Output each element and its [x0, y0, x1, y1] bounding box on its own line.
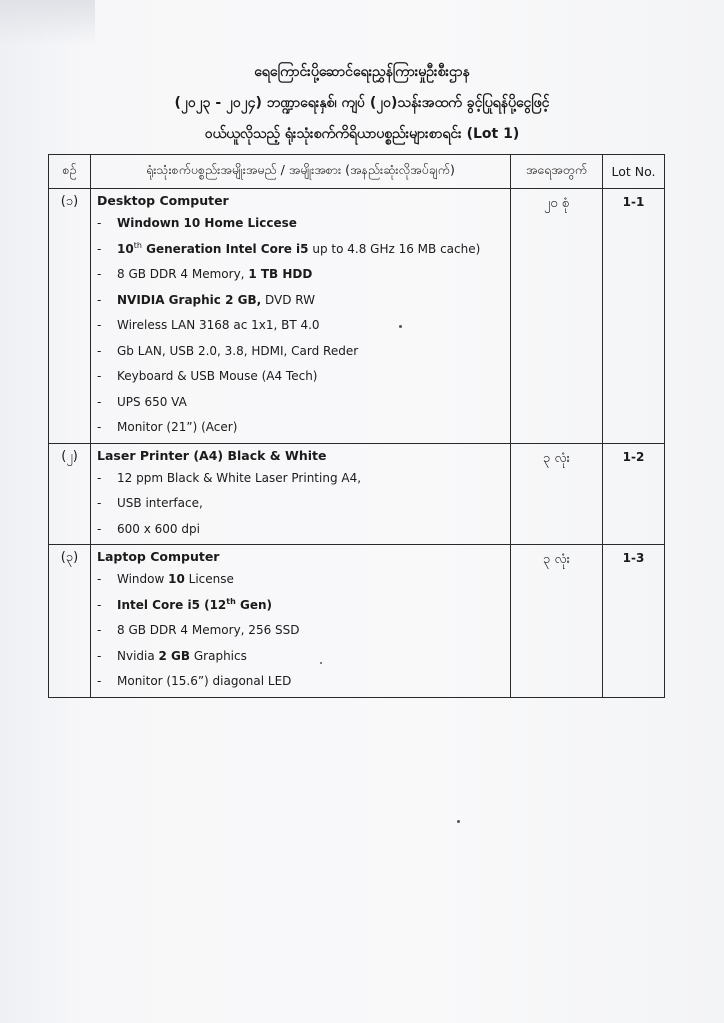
- spec-item: [91, 339, 510, 365]
- spec-text: 10: [117, 241, 134, 256]
- bullet-dash: -: [97, 343, 102, 358]
- item-quantity: ၂၀ စုံ: [511, 189, 603, 444]
- scan-shadow: [0, 0, 95, 45]
- spec-list: [91, 466, 510, 545]
- bullet-dash: -: [97, 496, 102, 510]
- bullet-dash: -: [97, 470, 102, 485]
- spec-text: Gb LAN, USB 2.0, 3.8, HDMI, Card Reder: [117, 343, 359, 358]
- row-number: (၃): [49, 545, 91, 698]
- item-title: Desktop Computer: [97, 193, 229, 208]
- spec-item: [91, 288, 510, 314]
- spec-list: [91, 567, 510, 697]
- item-title: Laptop Computer: [97, 549, 220, 564]
- spec-text: License: [184, 572, 234, 586]
- table-row: [49, 545, 665, 698]
- spec-text: USB interface,: [117, 496, 203, 510]
- spec-text: 12 ppm Black & White Laser Printing A4,: [117, 470, 362, 485]
- scan-speck: [320, 662, 322, 664]
- spec-text: 2 GB: [158, 648, 191, 663]
- bullet-dash: -: [97, 216, 102, 230]
- item-title: Laser Printer (A4) Black & White: [97, 447, 327, 463]
- bullet-dash: -: [97, 241, 102, 256]
- bullet-dash: -: [97, 267, 102, 281]
- spec-text: Graphics: [190, 648, 247, 663]
- bullet-dash: -: [97, 369, 102, 383]
- spec-text: Intel Core i5 (12: [117, 597, 227, 612]
- bullet-dash: -: [97, 623, 102, 637]
- spec-item: [91, 669, 510, 695]
- bullet-dash: -: [97, 292, 102, 307]
- spec-text: Generation Intel Core i5: [141, 241, 309, 256]
- spec-text: up to 4.8 GHz 16 MB cache): [308, 241, 481, 256]
- table-row: [49, 443, 665, 545]
- spec-item: [91, 466, 510, 492]
- scan-speck: [457, 820, 460, 823]
- spec-item: [91, 262, 510, 288]
- fiscal-year-line: (၂၀၂၃ - ၂၀၂၄) ဘဏ္ဍာရေးနှစ်၊ ကျပ် (၂၀)သန်းအထက် ခွင့်ပြုရန်ပို့ငွေဖြင့်: [174, 95, 550, 111]
- spec-text: Window: [117, 572, 169, 586]
- row-number: (၂): [49, 443, 91, 545]
- spec-item: [91, 390, 510, 416]
- table-row: [49, 189, 665, 444]
- col-header-quantity: အရေအတွက်: [511, 155, 603, 189]
- lot-number: 1-3: [603, 545, 665, 698]
- bullet-dash: -: [97, 521, 102, 536]
- spec-text: Keyboard & USB Mouse (A4 Tech): [117, 369, 318, 383]
- spec-text: UPS 650 VA: [117, 394, 187, 409]
- col-header-no: စဉ်: [49, 155, 91, 189]
- spec-item: [91, 237, 510, 263]
- spec-item: [91, 364, 510, 390]
- spec-item: [91, 313, 510, 339]
- spec-text: 1 TB HDD: [248, 267, 313, 281]
- item-description-cell: [91, 545, 511, 698]
- list-title: ဝယ်ယူလိုသည့် ရုံးသုံးစက်ကိရိယာပစ္စည်းများစာရင်း (Lot 1): [204, 126, 520, 142]
- bullet-dash: -: [97, 318, 102, 332]
- spec-item: [91, 644, 510, 670]
- spec-text: Windown 10 Home Liccese: [117, 216, 297, 230]
- item-description-cell: [91, 189, 511, 444]
- spec-text: th: [226, 596, 236, 606]
- department-title: ရေကြောင်းပို့ဆောင်ရေးညွှန်ကြားမှုဦးစီးဌာန: [254, 64, 470, 80]
- col-header-lot: Lot No.: [603, 155, 665, 189]
- col-header-description: ရုံးသုံးစက်ပစ္စည်းအမျိုးအမည် / အမျိုးအစား (အနည်းဆုံးလိုအပ်ချက်): [91, 155, 511, 189]
- spec-text: NVIDIA Graphic 2 GB,: [117, 292, 262, 307]
- lot-number: 1-2: [603, 443, 665, 545]
- spec-text: Monitor (15.6”) diagonal LED: [117, 674, 292, 688]
- spec-text: th: [133, 240, 142, 250]
- spec-text: Wireless LAN 3168 ac 1x1, BT 4.0: [117, 318, 320, 332]
- item-quantity: ၃ လုံး: [511, 545, 603, 698]
- bullet-dash: -: [97, 648, 102, 663]
- bullet-dash: -: [97, 572, 102, 586]
- spec-item: [91, 491, 510, 517]
- spec-text: 8 GB DDR 4 Memory, 256 SSD: [117, 623, 300, 637]
- spec-item: [91, 593, 510, 619]
- spec-item: [91, 517, 510, 543]
- scan-speck: [399, 325, 402, 328]
- spec-text: 10: [168, 572, 185, 586]
- spec-item: [91, 618, 510, 644]
- row-number: (၁): [49, 189, 91, 444]
- bullet-dash: -: [97, 420, 102, 434]
- spec-text: Gen): [235, 597, 273, 612]
- lot-number: 1-1: [603, 189, 665, 444]
- spec-item: [91, 567, 510, 593]
- table-header-row: [49, 155, 665, 189]
- bullet-dash: -: [97, 394, 102, 409]
- bullet-dash: -: [97, 597, 102, 612]
- spec-text: Nvidia: [117, 648, 159, 663]
- equipment-table: [48, 154, 665, 698]
- spec-text: DVD RW: [261, 292, 315, 307]
- spec-text: Monitor (21”) (Acer): [117, 420, 238, 434]
- spec-text: 8 GB DDR 4 Memory,: [117, 267, 249, 281]
- item-description-cell: [91, 443, 511, 545]
- spec-list: [91, 211, 510, 443]
- item-quantity: ၃ လုံး: [511, 443, 603, 545]
- bullet-dash: -: [97, 674, 102, 688]
- spec-item: [91, 211, 510, 237]
- spec-text: 600 x 600 dpi: [117, 521, 200, 536]
- spec-item: [91, 415, 510, 441]
